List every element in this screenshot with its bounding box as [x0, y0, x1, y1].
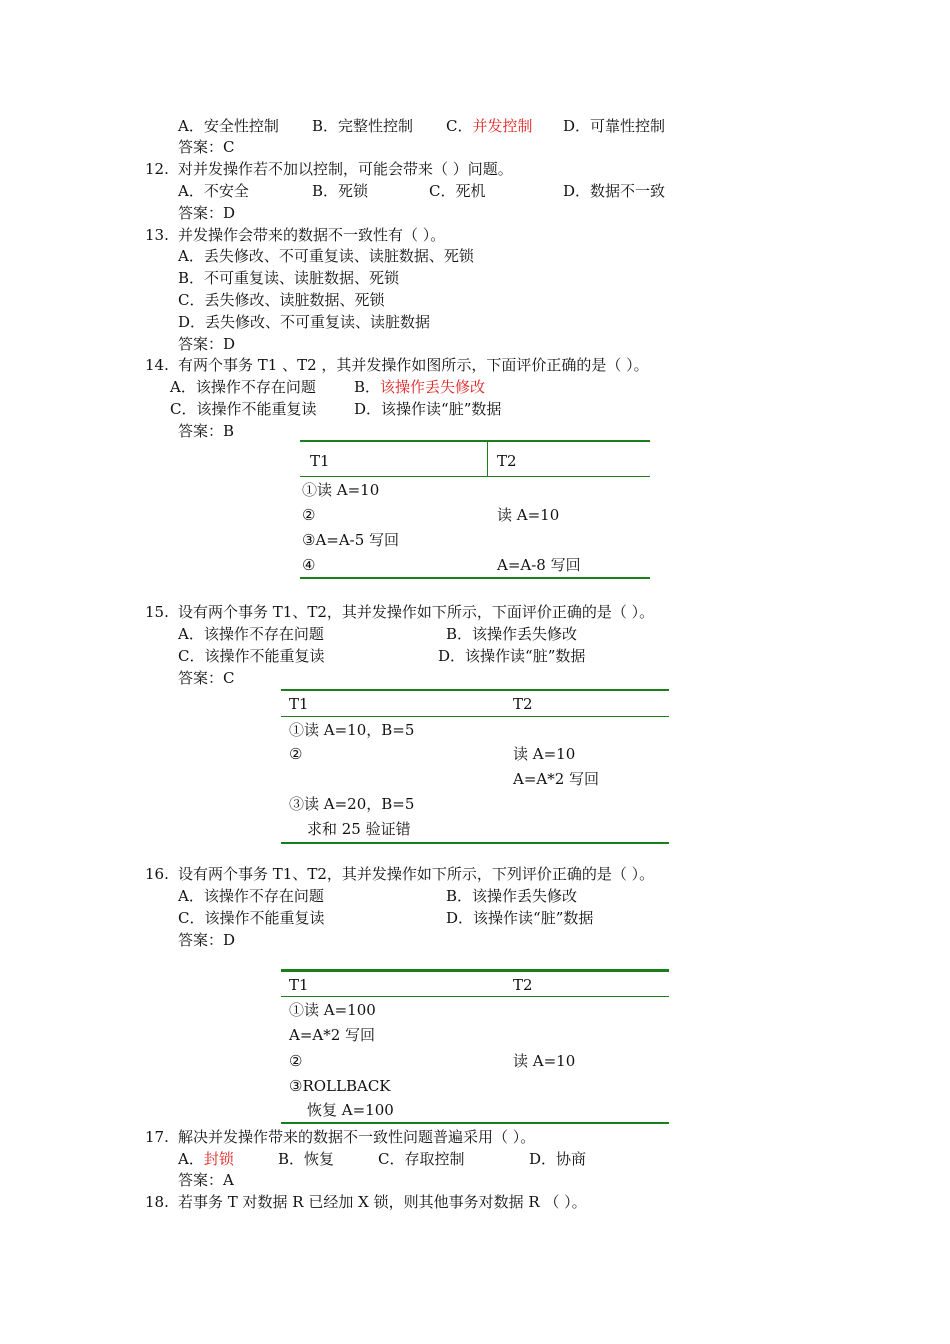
q16-option-d: D．该操作读“脏”数据	[446, 909, 594, 927]
table-column-separator	[487, 440, 488, 476]
table-top-rule	[300, 440, 650, 442]
q16-schedule-table	[281, 969, 669, 1127]
header-t1: T1	[289, 976, 309, 994]
q17-option-c: C．存取控制	[378, 1150, 465, 1168]
q17-answer: 答案：A	[178, 1171, 234, 1189]
row3-t1: ③读 A=20，B=5	[289, 795, 415, 813]
header-t2: T2	[513, 695, 533, 713]
q12-option-d: D．数据不一致	[563, 182, 666, 200]
header-t1: T1	[310, 452, 330, 470]
q16-text: 设有两个事务 T1、T2，其并发操作如下所示，下列评价正确的是（ ）。	[178, 865, 655, 883]
row1-t1: ①读 A=100	[289, 1001, 376, 1019]
q15-option-c: C．该操作不能重复读	[178, 647, 325, 665]
row2-t2: 读 A=10	[513, 1052, 576, 1070]
row1-t1: ①读 A=10	[302, 481, 380, 499]
q14-answer: 答案：B	[178, 422, 235, 440]
q14-number: 14.	[145, 356, 169, 374]
q16-option-c: C．该操作不能重复读	[178, 909, 325, 927]
q14-schedule-table	[300, 440, 650, 580]
q12-number: 12.	[145, 160, 169, 178]
q15-text: 设有两个事务 T1、T2，其并发操作如下所示，下面评价正确的是（ ）。	[178, 603, 655, 621]
q14-option-c: C．该操作不能重复读	[170, 400, 317, 418]
header-t2: T2	[513, 976, 533, 994]
row2-t1: ②	[289, 1052, 303, 1070]
row3-t1: ③A=A-5 写回	[302, 531, 400, 549]
q16-option-b: B．该操作丢失修改	[446, 887, 578, 905]
table-top-rule	[281, 689, 669, 691]
q17-option-a: A．封锁	[178, 1150, 234, 1168]
q15-option-d: D．该操作读“脏”数据	[438, 647, 586, 665]
table-header-rule	[281, 996, 669, 997]
q11-option-d: D．可靠性控制	[563, 117, 666, 135]
q13-number: 13.	[145, 226, 169, 244]
q17-text: 解决并发操作带来的数据不一致性问题普遍采用（ ）。	[178, 1128, 536, 1146]
q15-option-b: B．该操作丢失修改	[446, 625, 578, 643]
q14-option-b: B．该操作丢失修改	[354, 378, 486, 396]
q16-answer: 答案：D	[178, 931, 236, 949]
q17-option-b: B．恢复	[278, 1150, 335, 1168]
row2-t1: ②	[289, 745, 303, 763]
q17-option-d: D．协商	[529, 1150, 587, 1168]
q12-answer: 答案：D	[178, 204, 236, 222]
q15-number: 15.	[145, 603, 169, 621]
q14-option-a: A．该操作不存在问题	[170, 378, 316, 396]
q14-option-d: D．该操作读“脏”数据	[354, 400, 502, 418]
q13-option-a: A．丢失修改、不可重复读、读脏数据、死锁	[178, 247, 474, 265]
q17-number: 17.	[145, 1128, 169, 1146]
table-header-rule	[300, 476, 650, 477]
row4-t2: A=A-8 写回	[497, 556, 581, 574]
row3-t1: ③ROLLBACK	[289, 1077, 391, 1095]
table-bottom-rule	[300, 577, 650, 579]
q11-answer: 答案：C	[178, 138, 235, 156]
q12-option-b: B．死锁	[312, 182, 369, 200]
row3-t1-cont: 恢复 A=100	[307, 1101, 394, 1119]
q13-text: 并发操作会带来的数据不一致性有（ ）。	[178, 226, 446, 244]
table-top-rule	[281, 969, 669, 972]
q15-schedule-table	[281, 689, 669, 847]
row2-t2: 读 A=10	[497, 506, 560, 524]
q15-option-a: A．该操作不存在问题	[178, 625, 324, 643]
q11-option-a: A．安全性控制	[178, 117, 279, 135]
q14-text: 有两个事务 T1 、T2 ，其并发操作如图所示，下面评价正确的是（ ）。	[178, 356, 649, 374]
table-header-rule	[281, 716, 669, 717]
q16-option-a: A．该操作不存在问题	[178, 887, 324, 905]
q13-option-d: D．丢失修改、不可重复读、读脏数据	[178, 313, 431, 331]
q15-answer: 答案：C	[178, 669, 235, 687]
row1-t1-cont: A=A*2 写回	[289, 1026, 376, 1044]
q11-option-b: B．完整性控制	[312, 117, 414, 135]
q18-text: 若事务 T 对数据 R 已经加 X 锁，则其他事务对数据 R （ ）。	[178, 1193, 587, 1211]
header-t2: T2	[497, 452, 517, 470]
q13-option-c: C．丢失修改、读脏数据、死锁	[178, 291, 385, 309]
row3-t1-cont: 求和 25 验证错	[307, 820, 411, 838]
q11-option-c: C．并发控制	[446, 117, 533, 135]
header-t1: T1	[289, 695, 309, 713]
q18-number: 18.	[145, 1193, 169, 1211]
q12-option-c: C．死机	[429, 182, 486, 200]
q12-option-a: A．不安全	[178, 182, 249, 200]
table-bottom-rule	[281, 1122, 669, 1124]
row2-t2-cont: A=A*2 写回	[513, 770, 600, 788]
q16-number: 16.	[145, 865, 169, 883]
q13-answer: 答案：D	[178, 335, 236, 353]
row4-t1: ④	[302, 556, 316, 574]
row2-t2: 读 A=10	[513, 745, 576, 763]
q12-text: 对并发操作若不加以控制，可能会带来（ ）问题。	[178, 160, 513, 178]
row1-t1: ①读 A=10，B=5	[289, 721, 415, 739]
row2-t1: ②	[302, 506, 316, 524]
table-bottom-rule	[281, 842, 669, 844]
q13-option-b: B．不可重复读、读脏数据、死锁	[178, 269, 400, 287]
